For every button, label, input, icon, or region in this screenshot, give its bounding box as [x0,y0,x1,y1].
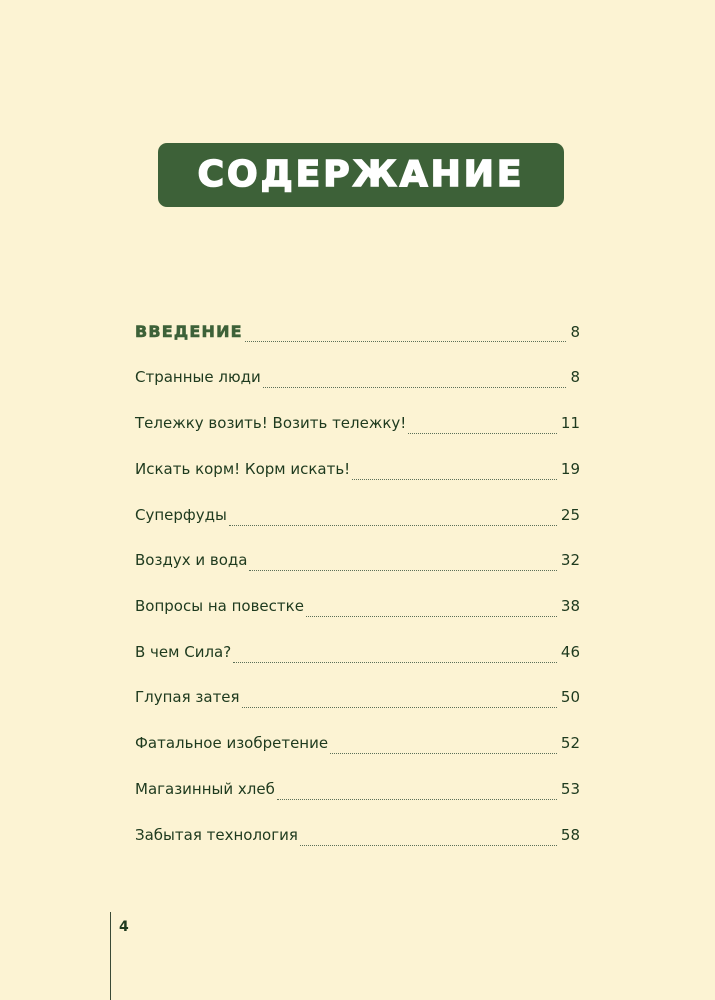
dot-leader [263,386,567,388]
toc-entry-page: 52 [560,734,580,752]
dot-leader [245,340,567,342]
toc-entry-page: 38 [560,597,580,615]
toc-entry-page: 50 [560,688,580,706]
toc-entry[interactable] [135,826,580,852]
toc-entry-label: Странные люди [135,368,261,386]
dot-leader [242,706,557,708]
toc-entry-label: Вопросы на повестке [135,597,304,615]
dot-leader [352,478,557,480]
toc-entry-introduction[interactable] [135,322,580,348]
toc-entry-label: ВВЕДЕНИЕ [135,322,243,341]
toc-entry-page: 53 [560,780,580,798]
dot-leader [300,844,557,846]
toc-entry-label: Суперфуды [135,506,227,524]
toc-entry[interactable] [135,460,580,486]
page-title: СОДЕРЖАНИЕ [197,154,525,195]
toc-entry-page: 25 [560,506,580,524]
toc-entry-label: Глупая затея [135,688,240,706]
toc-entry[interactable] [135,597,580,623]
toc-entry-label: Магазинный хлеб [135,780,275,798]
toc-entry[interactable] [135,688,580,714]
toc-entry-page: 8 [570,368,580,386]
toc-entry-page: 58 [560,826,580,844]
toc-entry-page: 19 [560,460,580,478]
title-banner [158,143,564,207]
toc-entry[interactable] [135,551,580,577]
toc-entry[interactable] [135,734,580,760]
toc-entry-page: 46 [560,643,580,661]
dot-leader [408,432,557,434]
dot-leader [277,798,557,800]
folio-rule [110,912,111,1000]
toc-entry[interactable] [135,506,580,532]
toc-entry-label: Воздух и вода [135,551,248,569]
dot-leader [229,524,557,526]
dot-leader [330,752,557,754]
toc-entry-label: Тележку возить! Возить тележку! [135,414,407,432]
toc-entry[interactable] [135,643,580,669]
toc-entry-label: Забытая технология [135,826,298,844]
toc-entry-page: 8 [570,323,580,341]
dot-leader [233,661,557,663]
toc-entry[interactable] [135,368,580,394]
page-number: 4 [119,919,129,935]
toc-entry-page: 11 [560,414,580,432]
toc-entry-page: 32 [560,551,580,569]
toc-entry-label: В чем Сила? [135,643,232,661]
toc-entry-label: Искать корм! Корм искать! [135,460,351,478]
dot-leader [306,615,557,617]
toc-entry[interactable] [135,780,580,806]
toc-entry-label: Фатальное изобретение [135,734,329,752]
toc-entry[interactable] [135,414,580,440]
dot-leader [249,569,556,571]
